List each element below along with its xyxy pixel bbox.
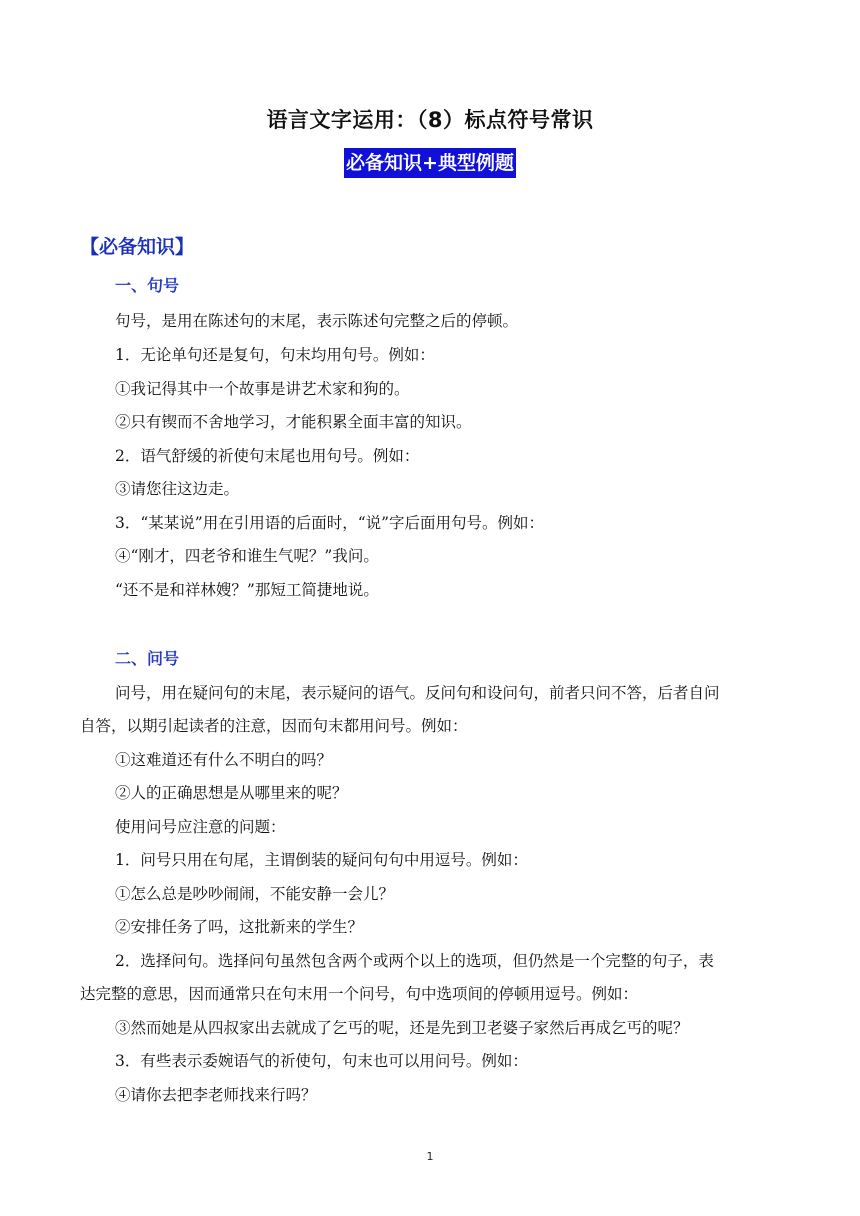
heading-question-mark: 二、问号 [115,649,180,668]
example-line: ①我记得其中一个故事是讲艺术家和狗的。 [115,380,410,398]
example-line: ②安排任务了吗，这批新来的学生？ [115,918,364,936]
example-line: ④“刚才，四老爷和谁生气呢？”我问。 [115,547,379,565]
paragraph-line: 2．语气舒缓的祈使句末尾也用句号。例如： [115,447,420,465]
paragraph-line: 1．问号只用在句尾，主谓倒装的疑问句句中用逗号。例如： [115,851,528,869]
example-line: ②人的正确思想是从哪里来的呢？ [115,784,348,802]
paragraph-line: 3．“某某说”用在引用语的后面时，“说”字后面用句号。例如： [115,514,545,532]
paragraph-line: 句号，是用在陈述句的末尾，表示陈述句完整之后的停顿。 [115,312,519,330]
paragraph-line: 达完整的意思，因而通常只在句末用一个问号，句中选项间的停顿用逗号。例如： [80,985,639,1003]
example-line: ③请您往这边走。 [115,480,240,498]
subtitle-banner: 必备知识+典型例题 [344,148,516,178]
example-line: ①这难道还有什么不明白的吗？ [115,751,333,769]
paragraph-line: 1．无论单句还是复句，句末均用句号。例如： [115,346,435,364]
example-line: ①怎么总是吵吵闹闹，不能安静一会儿？ [115,885,395,903]
paragraph-line: 问号，用在疑问句的末尾，表示疑问的语气。反问句和设问句，前者只问不答，后者自问 [115,684,720,702]
subtitle-wrap [0,148,860,178]
paragraph-line: 3．有些表示委婉语气的祈使句，句末也可以用问号。例如： [115,1052,528,1070]
section-label: 【必备知识】 [80,236,195,258]
example-line: ③然而她是从四叔家出去就成了乞丐的呢，还是先到卫老婆子家然后再成乞丐的呢？ [115,1019,689,1037]
paragraph-line: 自答，以期引起读者的注意，因而句末都用问号。例如： [80,717,468,735]
example-line: ②只有锲而不舍地学习，才能积累全面丰富的知识。 [115,413,472,431]
paragraph-line: 使用问号应注意的问题： [115,818,286,836]
heading-period: 一、句号 [115,276,180,295]
example-line: “还不是和祥林嫂？”那短工简捷地说。 [115,581,379,599]
paragraph-line: 2．选择问句。选择问句虽然包含两个或两个以上的选项，但仍然是一个完整的句子，表 [115,952,714,970]
page-number: 1 [426,1150,434,1163]
example-line: ④请你去把李老师找来行吗？ [115,1086,317,1104]
page-title: 语言文字运用：（8）标点符号常识 [266,108,594,132]
